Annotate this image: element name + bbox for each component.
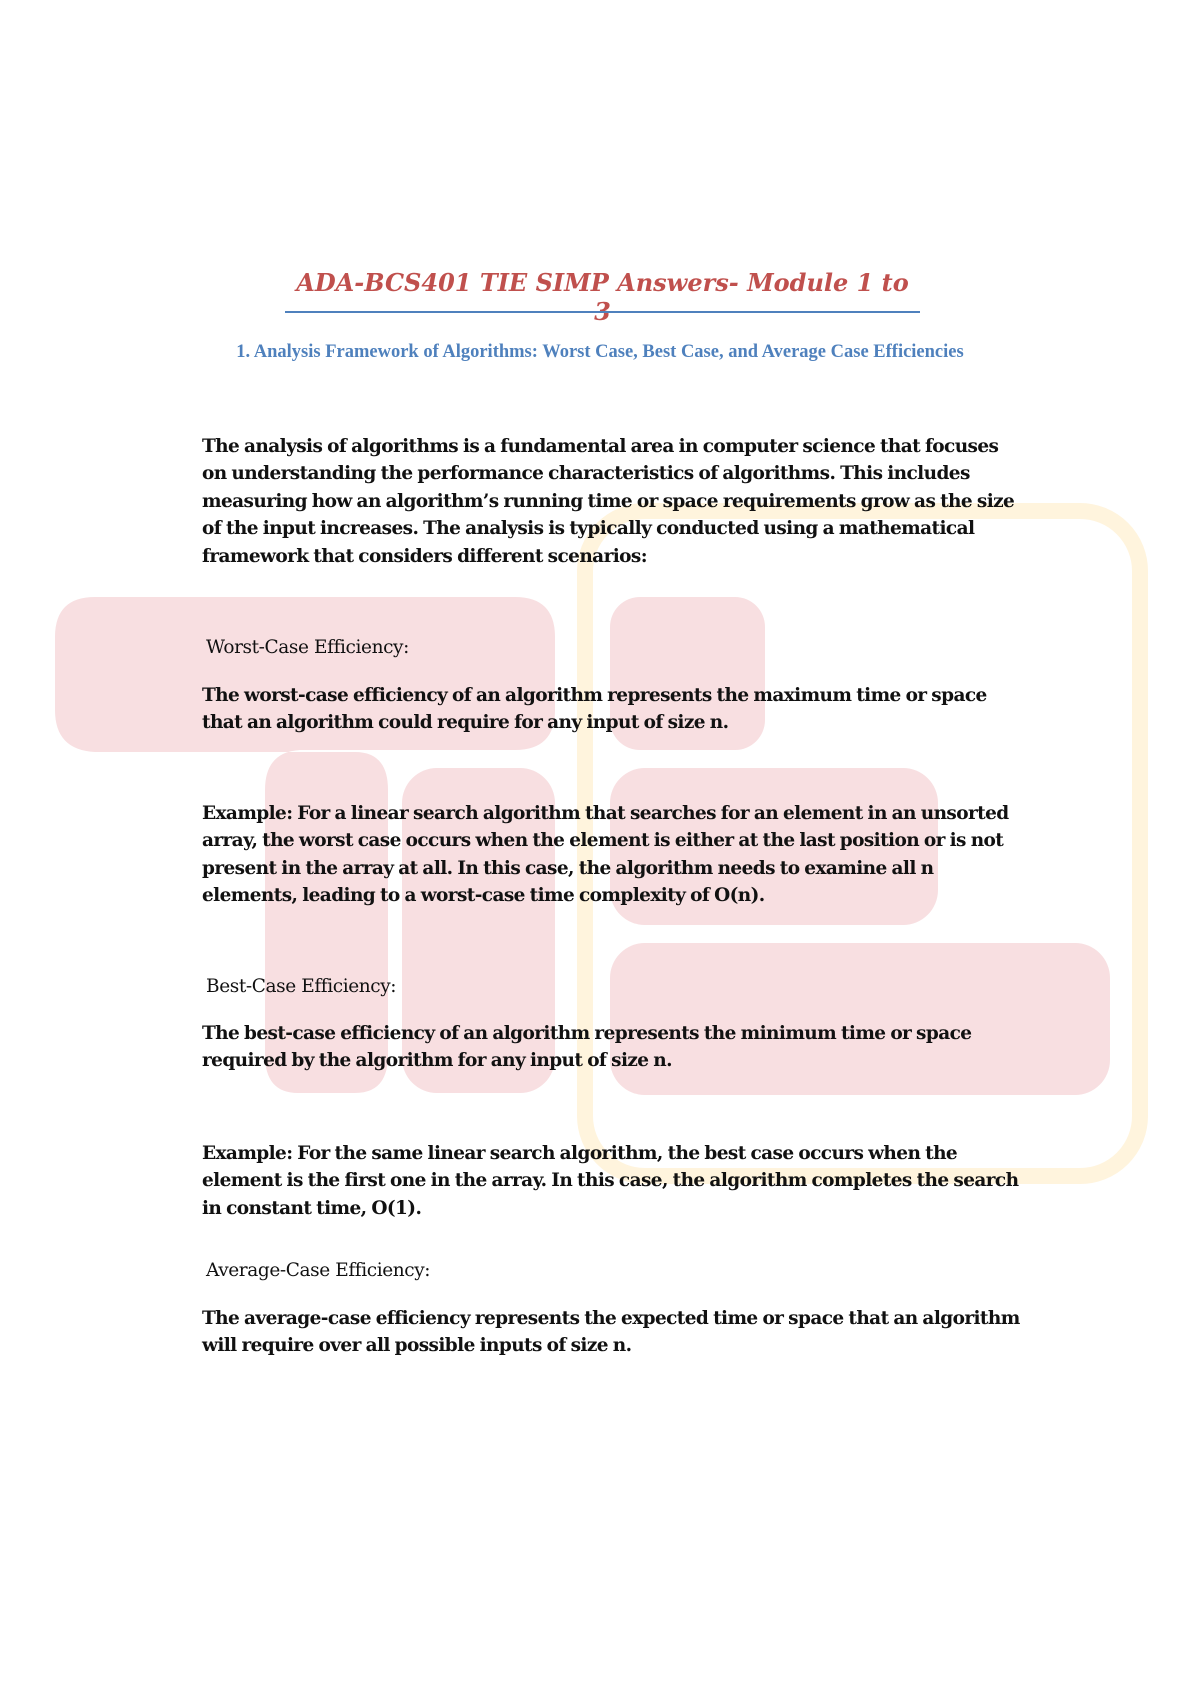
title-underline [285, 311, 920, 313]
best-case-definition: The best-case efficiency of an algorithm represents the minimum time or space required by the algorithm for any input of size n. [202, 1023, 972, 1072]
worst-case-example: Example: For a linear search algorithm that searches for an element in an unsorted array, the worst case occurs when the element is either at the last position or is not present in the array at all. In this case, the algorithm needs to examine all n elements, leading to a worst-case time complexity of O(n). [202, 803, 1009, 907]
best-case-example: Example: For the same linear search algorithm, the best case occurs when the element is the first one in the array. In this case, the algorithm completes the search in constant time, O(1). [202, 1143, 1019, 1219]
average-case-heading: Average-Case Efficiency: [206, 1260, 431, 1281]
document-title: ADA-BCS401 TIE SIMP Answers- Module 1 to 3 [296, 268, 909, 326]
intro-paragraph: The analysis of algorithms is a fundamental area in computer science that focuses on understanding the performance characteristics of algorithms. This includes measuring how an algorithm’s running time or space requirements grow as the size of the input increases. The analysis is typically conducted using a mathematical framework that considers different scenarios: [202, 436, 1015, 567]
worst-case-heading: Worst-Case Efficiency: [206, 637, 409, 658]
best-case-heading: Best-Case Efficiency: [206, 976, 397, 997]
worst-case-definition: The worst-case efficiency of an algorithm represents the maximum time or space that an algorithm could require for any input of size n. [202, 685, 987, 734]
average-case-definition: The average-case efficiency represents the expected time or space that an algorithm will require over all possible inputs of size n. [202, 1308, 1020, 1357]
section-heading: 1. Analysis Framework of Algorithms: Worst Case, Best Case, and Average Case Efficiencies [236, 342, 964, 362]
